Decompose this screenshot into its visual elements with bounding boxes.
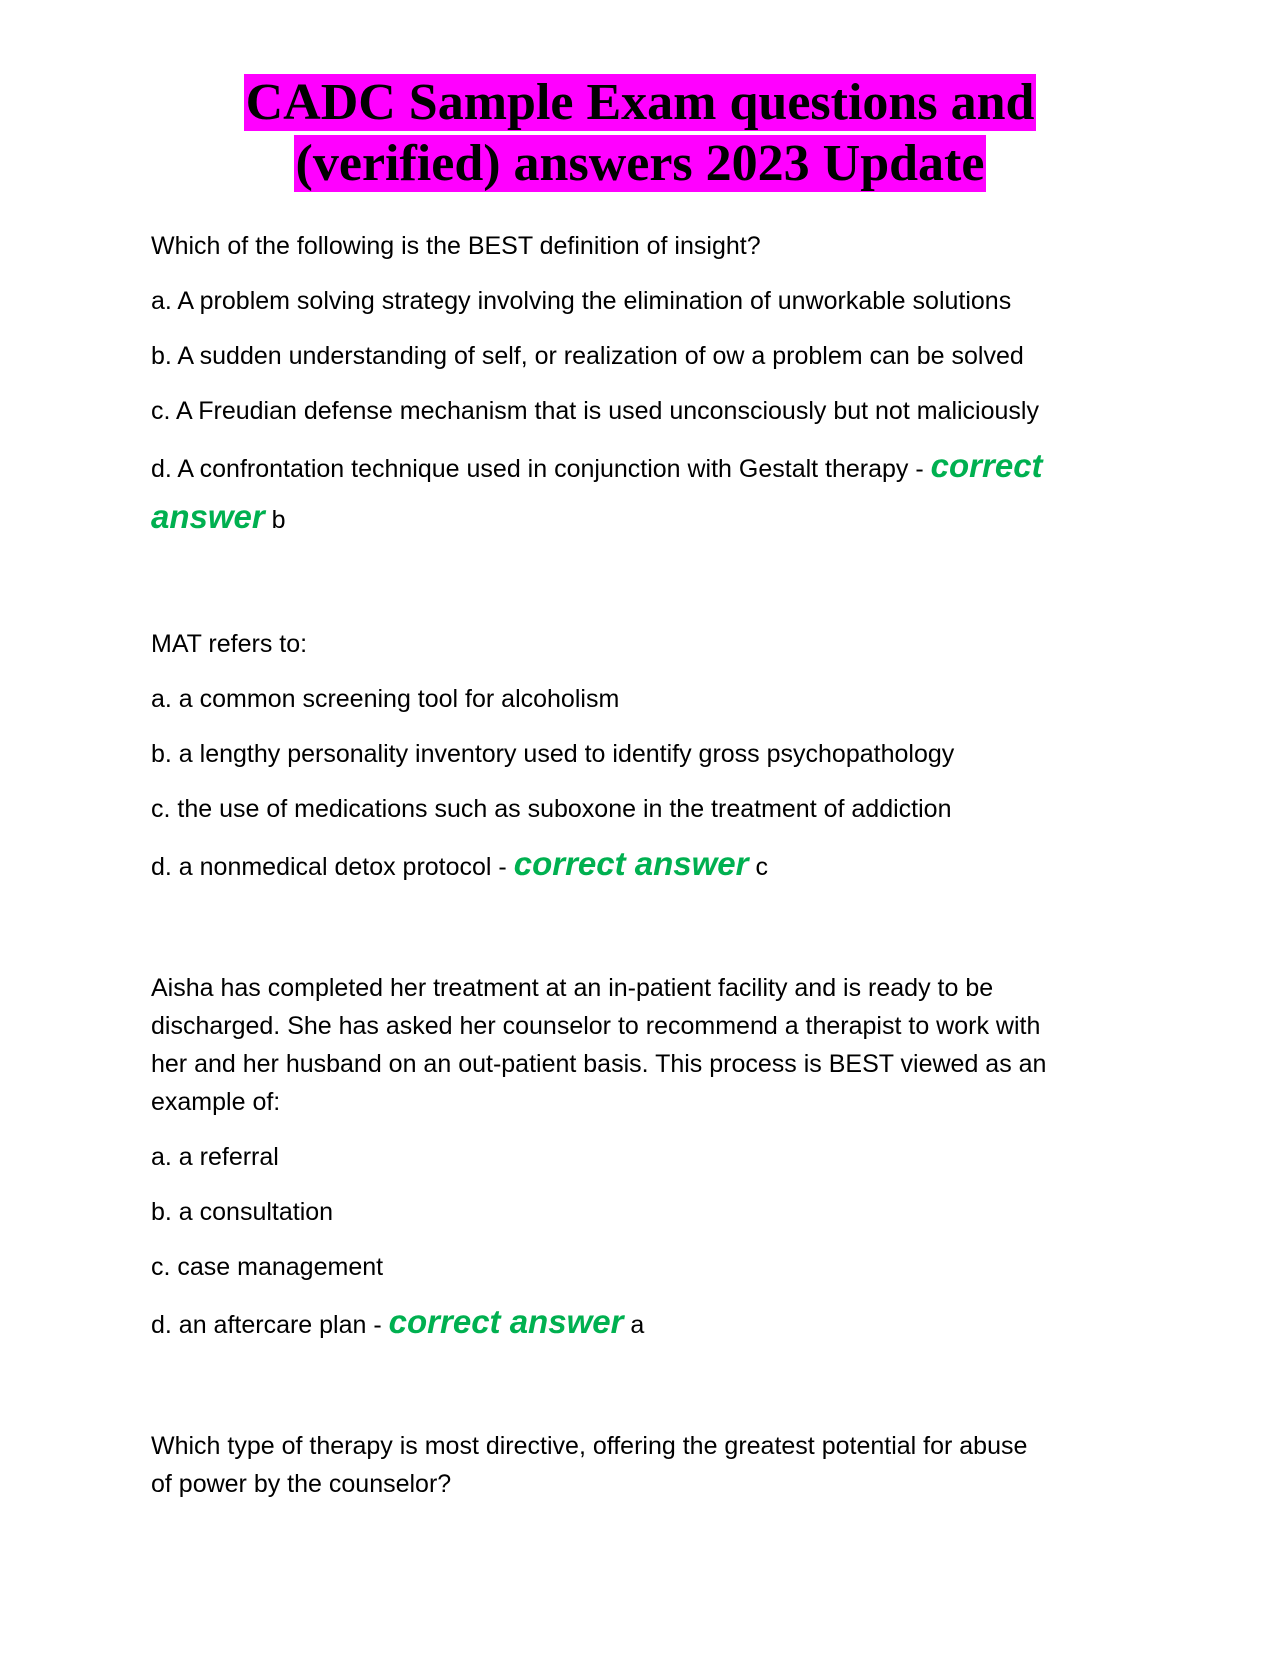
correct-answer-label-part2: answer — [151, 498, 265, 535]
question-stem-line-2: of power by the counselor? — [151, 1470, 452, 1498]
option-d: d. A confrontation technique used in conjunction with Gestalt therapy - — [151, 455, 931, 483]
option-b: b. A sudden understanding of self, or realization of ow a problem can be solved — [151, 342, 1024, 370]
option-c: c. A Freudian defense mechanism that is used unconsciously but not maliciously — [151, 397, 1039, 425]
correct-answer-label: correct answer — [388, 1303, 624, 1340]
option-d: d. a nonmedical detox protocol - — [151, 853, 514, 881]
option-b: b. a lengthy personality inventory used to identify gross psychopathology — [151, 740, 955, 768]
question-1 — [151, 227, 1131, 544]
question-stem: MAT refers to: — [151, 630, 308, 658]
correct-answer-label-part1: correct — [930, 447, 1043, 484]
document-body — [151, 227, 1131, 1503]
correct-answer-value: b — [264, 506, 286, 534]
option-d-with-answer — [151, 840, 1131, 891]
correct-answer-value: c — [748, 853, 768, 881]
option-a: a. a referral — [151, 1143, 279, 1171]
document-title — [150, 72, 1130, 194]
correct-answer-label: correct answer — [513, 845, 749, 882]
question-stem-line-1: Aisha has completed her treatment at an in-patient facility and is ready to be — [151, 974, 994, 1002]
option-b: b. a consultation — [151, 1198, 334, 1226]
question-stem: Which of the following is the BEST definition of insight? — [151, 232, 761, 260]
title-line-1: CADC Sample Exam questions and — [245, 74, 1035, 131]
question-4 — [151, 1427, 1131, 1503]
correct-answer-value: a — [623, 1311, 645, 1339]
question-3 — [151, 969, 1131, 1349]
question-stem-line-2: discharged. She has asked her counselor to recommend a therapist to work with — [151, 1012, 1041, 1040]
option-d-with-answer — [151, 1298, 1131, 1349]
question-2 — [151, 625, 1131, 891]
option-a: a. A problem solving strategy involving the elimination of unworkable solutions — [151, 287, 1012, 315]
title-line-2: (verified) answers 2023 Update — [295, 135, 985, 192]
option-d-with-answer — [151, 442, 1131, 544]
option-c: c. the use of medications such as suboxone in the treatment of addiction — [151, 795, 952, 823]
question-stem-line-3: her and her husband on an out-patient basis. This process is BEST viewed as an — [151, 1050, 1047, 1078]
option-c: c. case management — [151, 1253, 384, 1281]
option-d: d. an aftercare plan - — [151, 1311, 389, 1339]
option-a: a. a common screening tool for alcoholism — [151, 685, 620, 713]
question-stem-line-1: Which type of therapy is most directive, offering the greatest potential for abuse — [151, 1432, 1028, 1460]
question-stem-line-4: example of: — [151, 1088, 281, 1116]
